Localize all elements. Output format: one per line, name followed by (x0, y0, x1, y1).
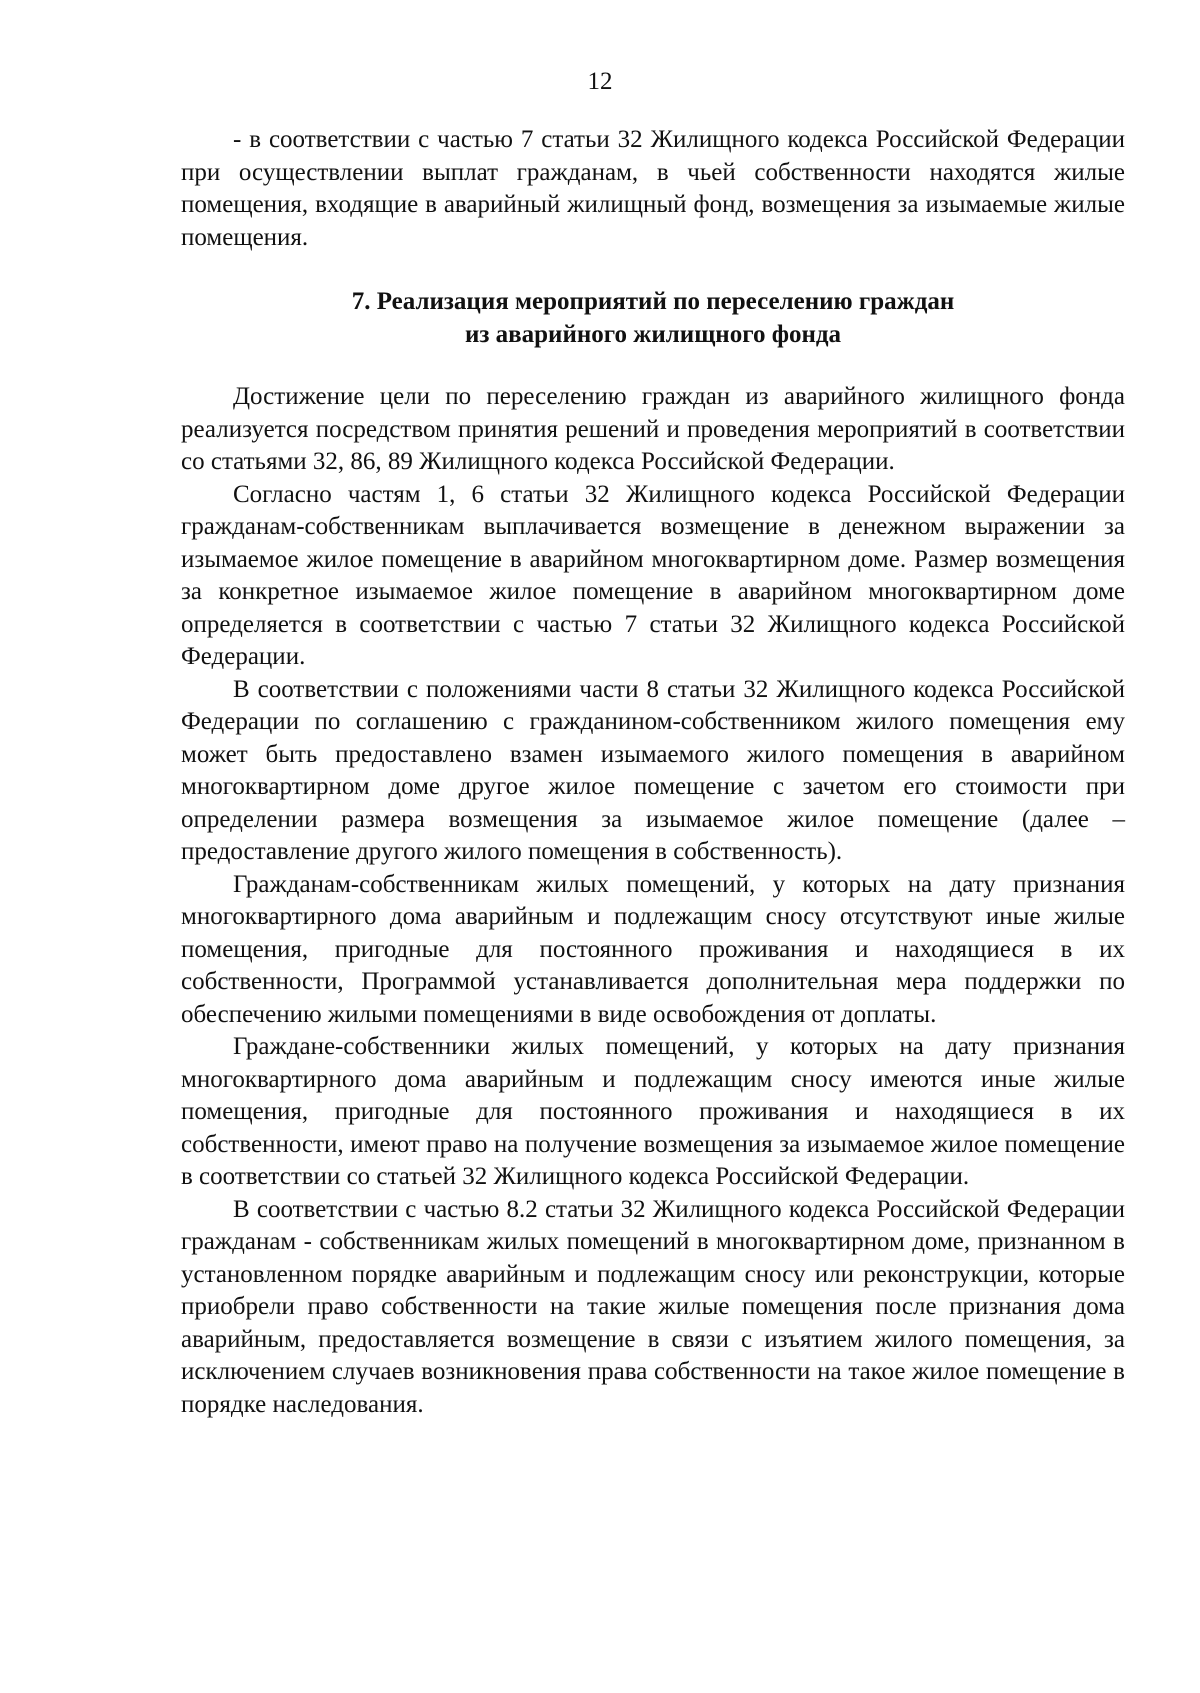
section-title-line-1: 7. Реализация мероприятий по переселению граждан (351, 288, 955, 315)
intro-paragraph: - в соответствии с частью 7 статьи 32 Жилищного кодекса Российской Федерации при осуществлении выплат гражданам, в чьей собственности находятся жилые помещения, входящие в аварийный жилищный фонд, возмещения за изымаемые жилые помещения. (181, 126, 1125, 251)
section-paragraph: В соответствии с положениями части 8 статьи 32 Жилищного кодекса Российской Федерации по соглашению с гражданином-собственником жилого помещения ему может быть предоставлено взамен изымаемого жилого помещения в аварийном многоквартирном доме другое жилое помещение с зачетом его стоимости при определении размера возмещения за изымаемое жилое помещение (далее – предоставление другого жилого помещения в собственность). (181, 675, 1125, 865)
section-paragraph: Согласно частям 1, 6 статьи 32 Жилищного кодекса Российской Федерации гражданам-собственникам выплачивается возмещение в денежном выражении за изымаемое жилое помещение в аварийном многоквартирном доме. Размер возмещения за конкретное изымаемое жилое помещение в аварийном многоквартирном доме определяется в соответствии с частью 7 статьи 32 Жилищного кодекса Российской Федерации. (181, 480, 1125, 670)
section-paragraph: Граждане-собственники жилых помещений, у которых на дату признания многоквартирного дома аварийным и подлежащим сносу имеются иные жилые помещения, пригодные для постоянного проживания и находящиеся в их собственности, имеют право на получение возмещения за изымаемое жилое помещение в соответствии со статьей 32 Жилищного кодекса Российской Федерации. (181, 1033, 1125, 1190)
document-body (181, 124, 1125, 1421)
section-paragraph: Гражданам-собственникам жилых помещений, у которых на дату признания многоквартирного дома аварийным и подлежащим сносу отсутствуют иные жилые помещения, пригодные для постоянного проживания и находящиеся в их собственности, Программой устанавливается дополнительная мера поддержки по обеспечению жилыми помещениями в виде освобождения от доплаты. (181, 870, 1125, 1028)
section-paragraph: Достижение цели по переселению граждан из аварийного жилищного фонда реализуется посредством принятия решений и проведения мероприятий в соответствии со статьями 32, 86, 89 Жилищного кодекса Российской Федерации. (181, 383, 1125, 475)
page-number: 12 (587, 68, 613, 95)
section-title-line-2: из аварийного жилищного фонда (464, 320, 842, 348)
section-heading (181, 286, 1125, 351)
section-paragraph: В соответствии с частью 8.2 статьи 32 Жилищного кодекса Российской Федерации гражданам - собственникам жилых помещений в многоквартирном доме, признанном в установленном порядке аварийным и подлежащим сносу или реконструкции, которые приобрели право собственности на такие жилые помещения после признания дома аварийным, предоставляется возмещение в связи с изъятием жилого помещения, за исключением случаев возникновения права собственности на такое жилое помещение в порядке наследования. (181, 1195, 1125, 1418)
